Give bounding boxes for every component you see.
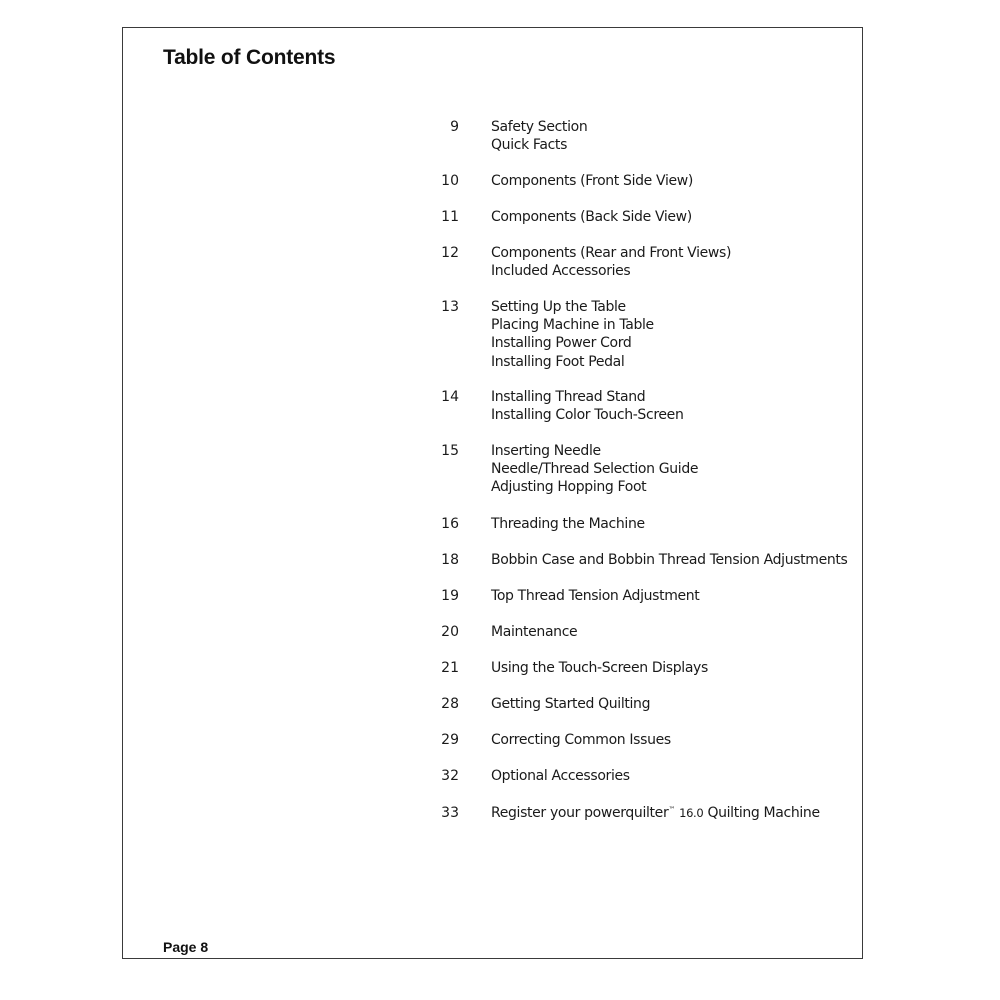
toc-page-number: 19 [441,588,459,604]
toc-page-number: 33 [441,805,459,821]
toc-entry-title: Installing Color Touch-Screen [491,407,684,424]
toc-entry-title: Threading the Machine [491,516,645,532]
toc-entry-title: Inserting Needle [491,443,601,459]
toc-page-number: 16 [441,516,459,532]
toc-entry-title: Placing Machine in Table [491,317,654,334]
toc-entry-title: Installing Power Cord [491,335,632,352]
toc-entry-title: Components (Rear and Front Views) [491,245,732,261]
toc-entry-title: Needle/Thread Selection Guide [491,461,699,478]
register-prefix: Register your powerquilter [491,805,669,821]
toc-page-number: 12 [441,245,459,261]
toc-page-number: 10 [441,173,459,189]
toc-entry-title: Setting Up the Table [491,299,626,315]
toc-entry-title: Safety Section [491,119,588,135]
toc-entry-title: Correcting Common Issues [491,732,671,748]
toc-page-number: 20 [441,624,459,640]
page-title: Table of Contents [163,46,336,69]
toc-entry-title: Installing Thread Stand [491,389,646,405]
register-suffix: Quilting Machine [707,805,820,821]
toc-entry-title: Adjusting Hopping Foot [491,479,647,496]
toc-page-number: 28 [441,696,459,712]
toc-page-number: 29 [441,732,459,748]
toc-entry-title: Optional Accessories [491,768,630,784]
toc-entry-title-register [491,804,861,822]
toc-entry-title: Getting Started Quilting [491,696,651,712]
toc-entry-title: Installing Foot Pedal [491,353,625,370]
toc-page-number: 14 [441,389,459,405]
toc-entry-title: Using the Touch-Screen Displays [491,660,708,676]
toc-page-number: 18 [441,552,459,568]
toc-page-number: 13 [441,299,459,315]
page-number-footer: Page 8 [163,939,209,955]
toc-entry-title: Quick Facts [491,137,568,154]
toc-entry-title: Top Thread Tension Adjustment [491,588,700,604]
toc-entry-title: Maintenance [491,624,578,640]
trademark-symbol: ™ [668,805,675,814]
toc-page-number: 11 [441,209,459,225]
toc-page-number: 32 [441,768,459,784]
toc-entry-title: Bobbin Case and Bobbin Thread Tension Adjustments [491,552,848,568]
toc-page-number: 9 [450,119,459,135]
toc-entry-title: Components (Front Side View) [491,173,693,189]
document-page [122,27,863,959]
toc-entry-title: Components (Back Side View) [491,209,692,225]
toc-page-number: 15 [441,443,459,459]
toc-page-number: 21 [441,660,459,676]
toc-entry-title: Included Accessories [491,263,631,280]
model-version: 16.0 [679,806,704,820]
